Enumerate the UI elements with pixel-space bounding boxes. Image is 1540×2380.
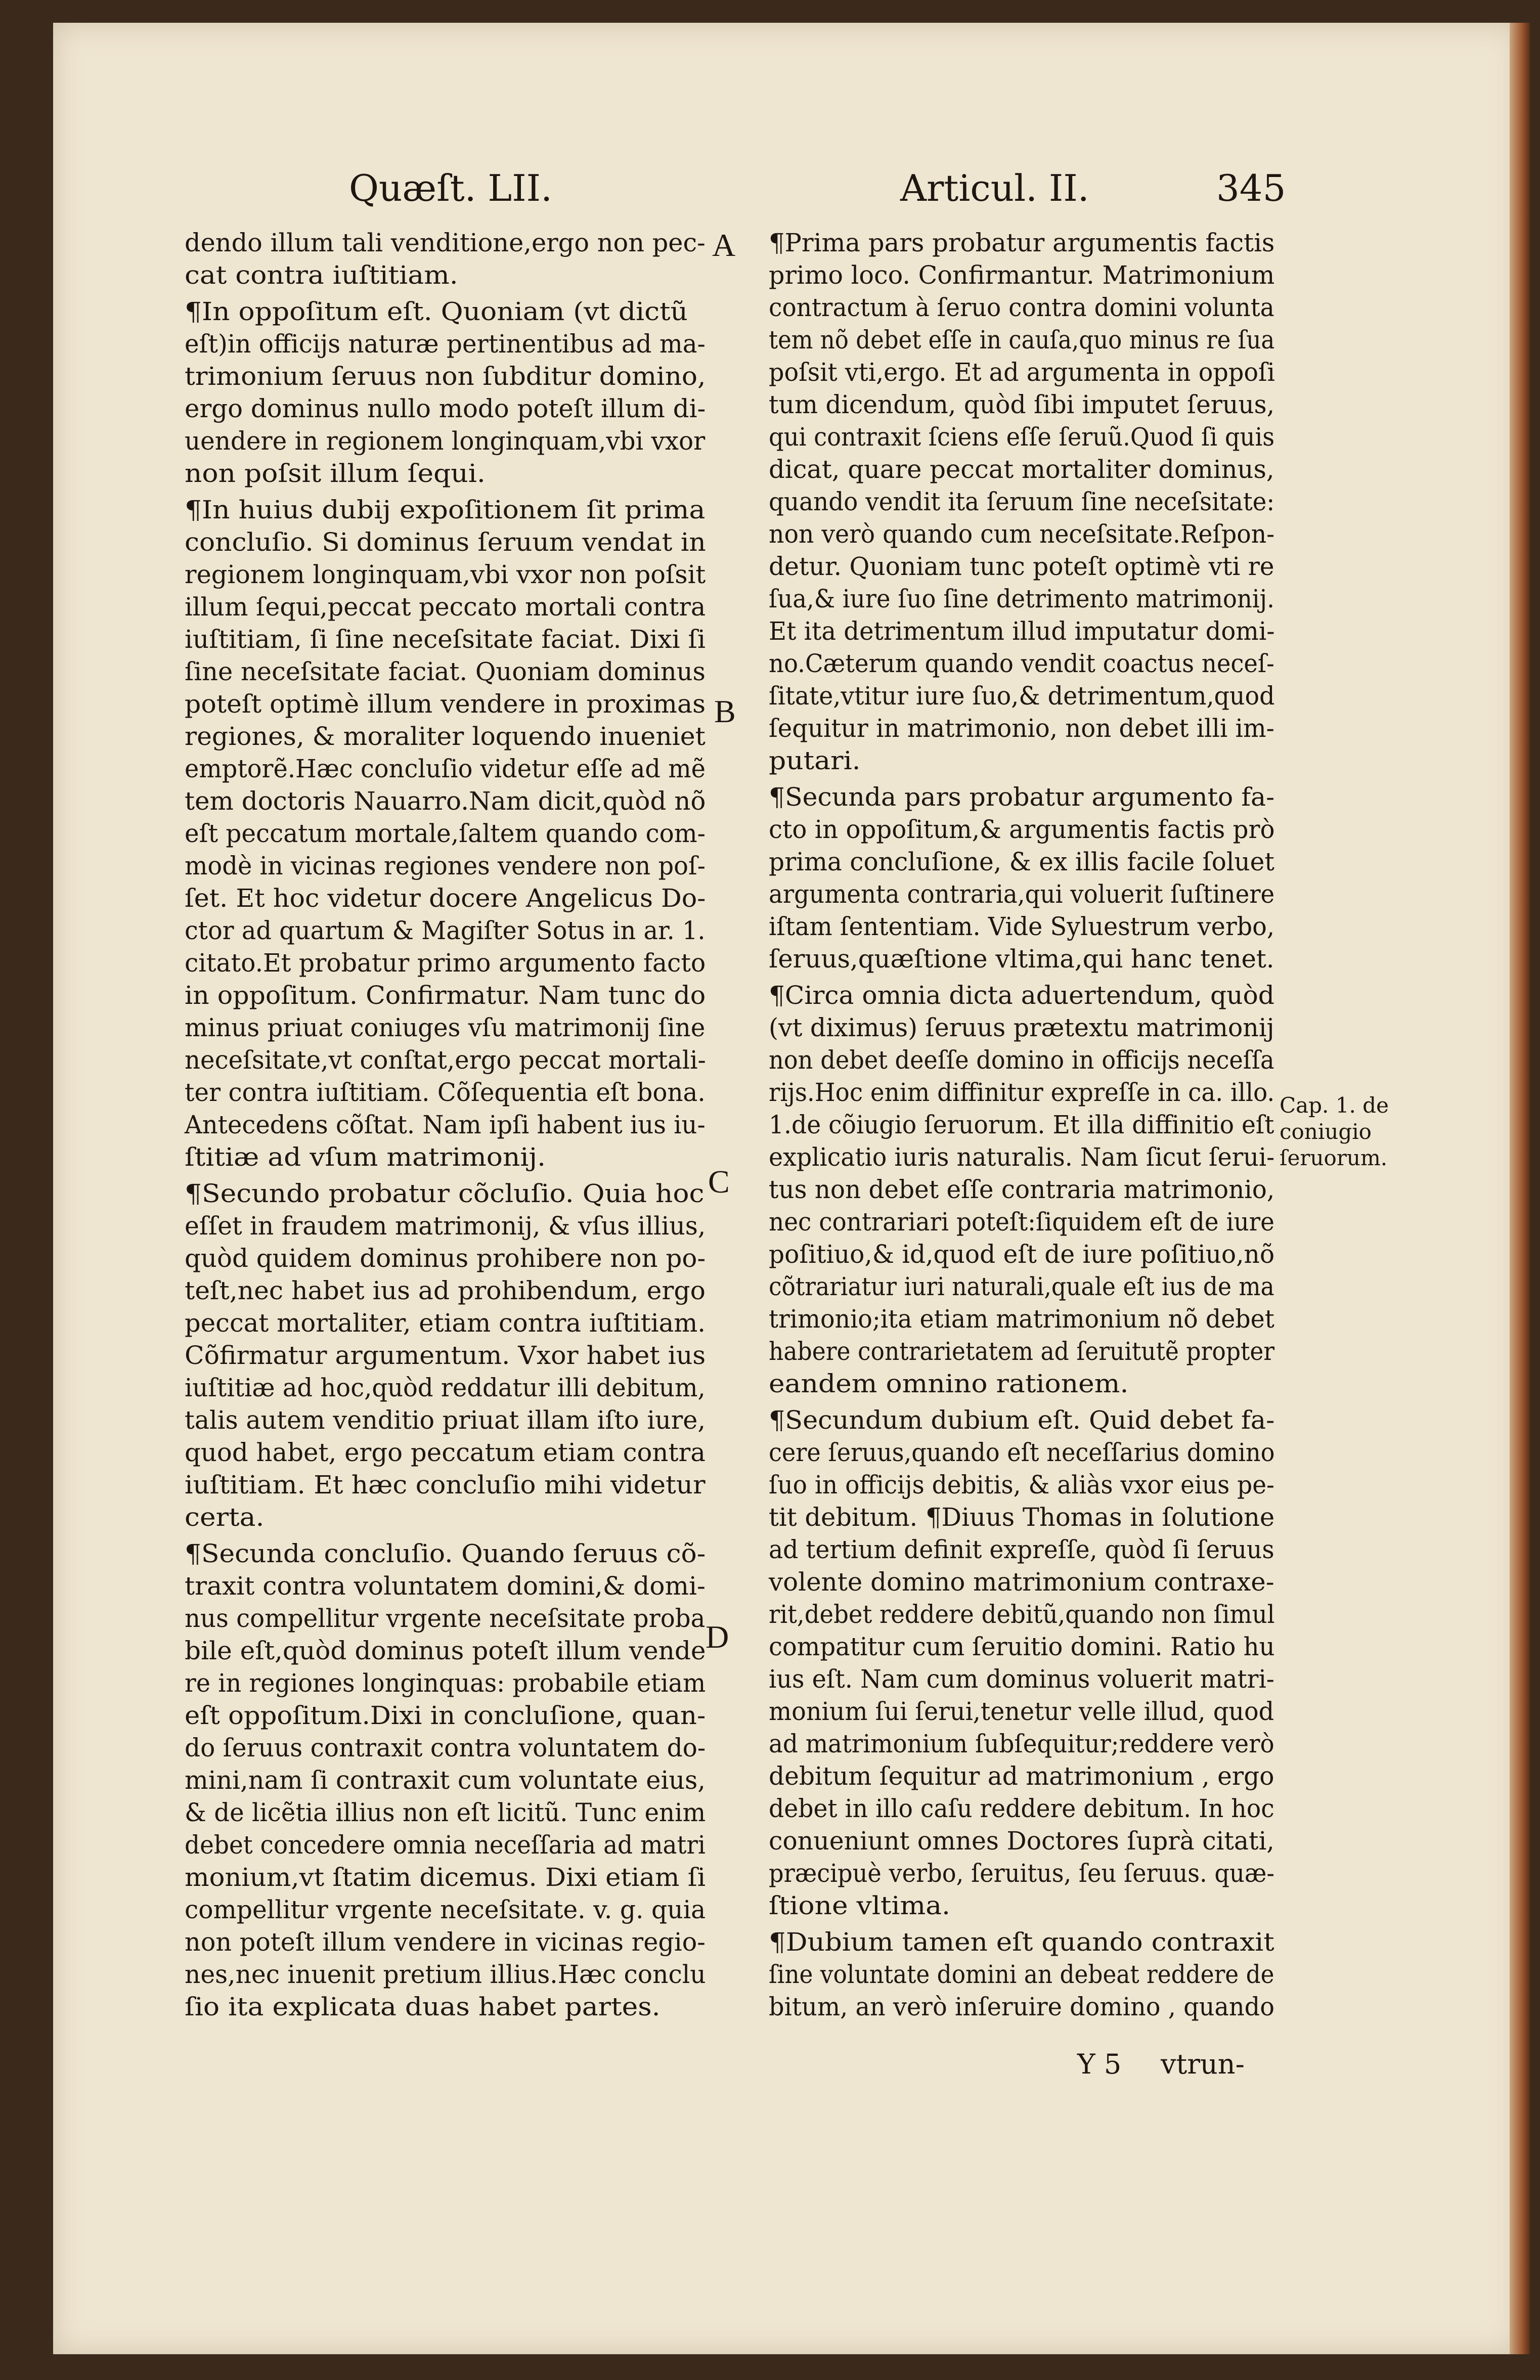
text-line: ſua,& iure ſuo ſine detrimento matrimonij.	[769, 584, 1274, 613]
text-line: poteſt optimè illum vendere in proximas	[185, 689, 706, 719]
text-line: ſuo in officijs debitis, & aliàs vxor eius pe-	[769, 1470, 1274, 1500]
paragraph	[185, 227, 706, 291]
paragraph	[185, 1537, 706, 2023]
text-line: ſtione vltima.	[769, 1891, 951, 1920]
text-line: tit debitum. ¶Diuus Thomas in ſolutione	[769, 1503, 1275, 1532]
text-line: detur. Quoniam tunc poteſt optimè vti re	[769, 552, 1274, 581]
text-line: ¶Secundum dubium eſt. Quid debet fa-	[769, 1405, 1275, 1435]
text-line: Cõfirmatur argumentum. Vxor habet ius	[185, 1341, 706, 1370]
text-line: primo loco. Confirmantur. Matrimonium	[769, 260, 1275, 290]
text-line: conueniunt omnes Doctores ſuprà citati,	[769, 1826, 1274, 1856]
text-line: peccat mortaliter, etiam contra iuſtitiam.	[185, 1308, 706, 1338]
section-marker-d: D	[706, 1619, 729, 1655]
text-line: ter contra iuſtitiam. Cõſequentia eſt bona.	[185, 1078, 706, 1107]
text-line: in oppoſitum. Confirmatur. Nam tunc do	[185, 981, 706, 1010]
text-line: talis autem venditio priuat illam iſto iure,	[185, 1405, 706, 1435]
text-line: tem doctoris Nauarro.Nam dicit,quòd nõ	[185, 786, 706, 816]
text-line: habere contrarietatem ad ſeruitutẽ propter	[769, 1337, 1275, 1366]
text-line: bitum, an verò inſeruire domino , quando	[769, 1992, 1274, 2021]
section-marker-b: B	[714, 693, 736, 729]
text-line: non verò quando cum neceſsitate.Reſpon-	[769, 519, 1275, 549]
text-line: ſeruus,quæſtione vltima,qui hanc tenet.	[769, 944, 1274, 974]
text-line: certa.	[185, 1503, 265, 1532]
text-line: citato.Et probatur primo argumento facto	[185, 948, 706, 978]
text-line: rit,debet reddere debitũ,quando non ſimul	[769, 1600, 1275, 1629]
margin-note	[1280, 1092, 1389, 1171]
text-line: ſtitiæ ad vſum matrimonij.	[185, 1142, 546, 1172]
catchword: vtrun-	[1161, 2048, 1245, 2080]
text-line: poſsit vti,ergo. Et ad argumenta in oppoſi	[769, 358, 1275, 387]
text-line: tum dicendum, quòd ſibi imputet ſeruus,	[769, 390, 1275, 419]
text-line: tem nõ debet eſſe in cauſa,quo minus re ſua	[769, 325, 1275, 355]
right-text-column	[769, 227, 1274, 2023]
text-line: compellitur vrgente neceſsitate. v. g. quia	[185, 1895, 706, 1924]
text-line: eſſet in fraudem matrimonij, & vſus illius,	[185, 1211, 706, 1241]
margin-note-line: coniugio	[1280, 1119, 1372, 1144]
text-line: no.Cæterum quando vendit coactus neceſ-	[769, 649, 1274, 678]
text-line: iuſtitiam, ſi ſine neceſsitate faciat. Dixi ſi	[185, 625, 706, 654]
paragraph	[769, 227, 1274, 777]
text-line: iuſtitiam. Et hæc concluſio mihi videtur	[185, 1470, 706, 1500]
text-line: modè in vicinas regiones vendere non poſ-	[185, 851, 706, 880]
text-line: eſt oppoſitum.Dixi in concluſione, quan-	[185, 1701, 706, 1730]
text-line: prima concluſione, & ex illis facile ſoluet	[769, 847, 1274, 876]
text-line: mini,nam ſi contraxit cum voluntate eius,	[185, 1766, 706, 1795]
text-line: cto in oppoſitum,& argumentis factis prò	[769, 815, 1275, 844]
section-marker-a: A	[712, 227, 736, 263]
text-line: ſet. Et hoc videtur docere Angelicus Do-	[185, 884, 706, 913]
text-line: præcipuè verbo, ſeruitus, ſeu ſeruus. quæ-	[769, 1859, 1274, 1888]
text-line: Antecedens cõſtat. Nam ipſi habent ius iu-	[185, 1110, 706, 1139]
text-line: regionem longinquam,vbi vxor non poſsit	[185, 560, 706, 589]
text-line: dicat, quare peccat mortaliter dominus,	[769, 455, 1274, 484]
text-line: ¶Dubium tamen eſt quando contraxit	[769, 1927, 1274, 1957]
text-line: ſio ita explicata duas habet partes.	[185, 1992, 661, 2021]
text-line: ius eſt. Nam cum dominus voluerit matri-	[769, 1664, 1274, 1694]
left-text-column	[185, 227, 706, 2023]
text-line: monium,vt ſtatim dicemus. Dixi etiam ſi	[185, 1863, 706, 1892]
text-line: 1.de cõiugio ſeruorum. Et illa diffinitio eſt	[769, 1110, 1274, 1139]
text-line: nus compellitur vrgente neceſsitate proba	[185, 1604, 706, 1633]
text-line: ſine voluntate domini an debeat reddere de	[769, 1960, 1274, 1989]
text-line: (vt diximus) ſeruus prætextu matrimonij	[769, 1013, 1274, 1042]
paragraph	[185, 494, 706, 1173]
text-line: tus non debet eſſe contraria matrimonio,	[769, 1175, 1275, 1204]
text-line: ¶Circa omnia dicta aduertendum, quòd	[769, 981, 1274, 1010]
text-line: explicatio iuris naturalis. Nam ſicut ſerui-	[769, 1142, 1275, 1172]
text-line: quando vendit ita ſeruum ſine neceſsitate:	[769, 487, 1275, 516]
text-line: quod habet, ergo peccatum etiam contra	[185, 1438, 706, 1467]
running-head-question: Quæſt. LII.	[349, 167, 553, 209]
text-line: non debet deeſſe domino in officijs neceſſa	[769, 1045, 1274, 1075]
text-line: cere ſeruus,quando eſt neceſſarius domino	[769, 1438, 1275, 1467]
margin-note-line: Cap. 1. de	[1280, 1093, 1389, 1118]
text-line: non poſsit illum ſequi.	[185, 459, 486, 488]
signature-mark: Y 5	[1077, 2048, 1122, 2080]
text-line: poſitiuo,& id,quod eſt de iure poſitiuo,nõ	[769, 1240, 1275, 1269]
paragraph	[185, 295, 706, 490]
text-line: ¶Secunda concluſio. Quando ſeruus cõ-	[185, 1539, 706, 1568]
text-line: monium ſui ſerui,tenetur velle illud, quod	[769, 1697, 1274, 1726]
text-line: & de licẽtia illius non eſt licitũ. Tunc enim	[185, 1798, 706, 1827]
text-line: quòd quidem dominus prohibere non po-	[185, 1244, 706, 1273]
text-line: ctor ad quartum & Magiſter Sotus in ar. 1.	[185, 916, 706, 945]
text-line: ſine neceſsitate faciat. Quoniam dominus	[185, 657, 706, 686]
text-line: trimonio;ita etiam matrimonium nõ debet	[769, 1304, 1274, 1334]
text-line: volente domino matrimonium contraxe-	[769, 1567, 1274, 1597]
text-line: cõtrariatur iuri naturali,quale eſt ius de ma	[769, 1272, 1274, 1301]
text-line: illum ſequi,peccat peccato mortali contra	[185, 592, 706, 622]
paragraph	[769, 1926, 1274, 2023]
text-line: regiones, & moraliter loquendo inueniet	[185, 722, 706, 751]
text-line: ¶Secunda pars probatur argumento fa-	[769, 782, 1275, 812]
text-line: contractum à ſeruo contra domini volunta	[769, 293, 1274, 322]
text-line: ¶In oppoſitum eſt. Quoniam (vt dictũ	[185, 297, 688, 326]
text-line: ad tertium definit expreſſe, quòd ſi ſeruus	[769, 1535, 1274, 1564]
text-line: ¶Secundo probatur cõcluſio. Quia hoc	[185, 1179, 705, 1208]
text-line: qui contraxit ſciens eſſe ſeruũ.Quod ſi quis	[769, 422, 1275, 452]
text-line: putari.	[769, 746, 861, 775]
text-line: argumenta contraria,qui voluerit ſuſtinere	[769, 879, 1275, 909]
text-line: ſitate,vtitur iure ſuo,& detrimentum,quod	[769, 681, 1275, 711]
text-line: ſequitur in matrimonio, non debet illi im-	[769, 714, 1274, 743]
section-marker-c: C	[708, 1164, 730, 1200]
text-line: concluſio. Si dominus ſeruum vendat in	[185, 527, 706, 557]
text-line: cat contra iuſtitiam.	[185, 260, 458, 290]
text-line: eſt)in officijs naturæ pertinentibus ad ma-	[185, 329, 706, 359]
text-line: iſtam ſententiam. Vide Syluestrum verbo,	[769, 912, 1274, 941]
text-line: trimonium ſeruus non ſubditur domino,	[185, 362, 706, 391]
text-line: traxit contra voluntatem domini,& domi-	[185, 1571, 706, 1601]
page-edge	[1510, 23, 1530, 2354]
text-line: Et ita detrimentum illud imputatur domi-	[769, 616, 1275, 646]
text-line: iuſtitiæ ad hoc,quòd reddatur illi debitum,	[185, 1373, 706, 1402]
paragraph	[769, 979, 1274, 1400]
paragraph	[769, 1404, 1274, 1922]
folio-number: 345	[1216, 167, 1286, 209]
text-line: eſt peccatum mortale,ſaltem quando com-	[185, 819, 706, 848]
text-line: teſt,nec habet ius ad prohibendum, ergo	[185, 1276, 706, 1305]
text-line: eandem omnino rationem.	[769, 1369, 1129, 1398]
text-line: non poteſt illum vendere in vicinas regio-	[185, 1927, 706, 1957]
text-line: emptorẽ.Hæc concluſio videtur eſſe ad mẽ	[185, 754, 706, 783]
text-line: bile eſt,quòd dominus poteſt illum vende	[185, 1636, 706, 1665]
text-line: nec contrariari poteſt:ſiquidem eſt de iure	[769, 1207, 1274, 1237]
text-line: neceſsitate,vt conſtat,ergo peccat mortali-	[185, 1045, 706, 1075]
text-line: uendere in regionem longinquam,vbi vxor	[185, 426, 706, 456]
text-line: nes,nec inuenit pretium illius.Hæc conclu	[185, 1960, 706, 1989]
text-line: ¶In huius dubij expoſitionem ſit prima	[185, 495, 706, 524]
text-line: re in regiones longinquas: probabile etiam	[185, 1668, 706, 1698]
text-line: ergo dominus nullo modo poteſt illum di-	[185, 394, 706, 423]
text-line: minus priuat coniuges vſu matrimonij ſine	[185, 1013, 706, 1042]
text-line: debet in illo caſu reddere debitum. In hoc	[769, 1794, 1274, 1823]
text-line: rijs.Hoc enim diffinitur expreſſe in ca. illo.	[769, 1078, 1275, 1107]
text-line: ad matrimonium ſubſequitur;reddere verò	[769, 1729, 1274, 1758]
paragraph	[185, 1177, 706, 1533]
text-line: compatitur cum ſeruitio domini. Ratio hu	[769, 1632, 1275, 1661]
text-line: do ſeruus contraxit contra voluntatem do-	[185, 1733, 706, 1762]
margin-note-line: ſeruorum.	[1280, 1145, 1388, 1170]
text-line: debet concedere omnia neceſſaria ad matri	[185, 1830, 706, 1860]
text-line: debitum ſequitur ad matrimonium , ergo	[769, 1761, 1274, 1791]
text-line: ¶Prima pars probatur argumentis factis	[769, 228, 1275, 257]
paragraph	[769, 781, 1274, 975]
running-head-article: Articul. II.	[900, 167, 1089, 209]
text-line: dendo illum tali venditione,ergo non pec-	[185, 228, 706, 257]
